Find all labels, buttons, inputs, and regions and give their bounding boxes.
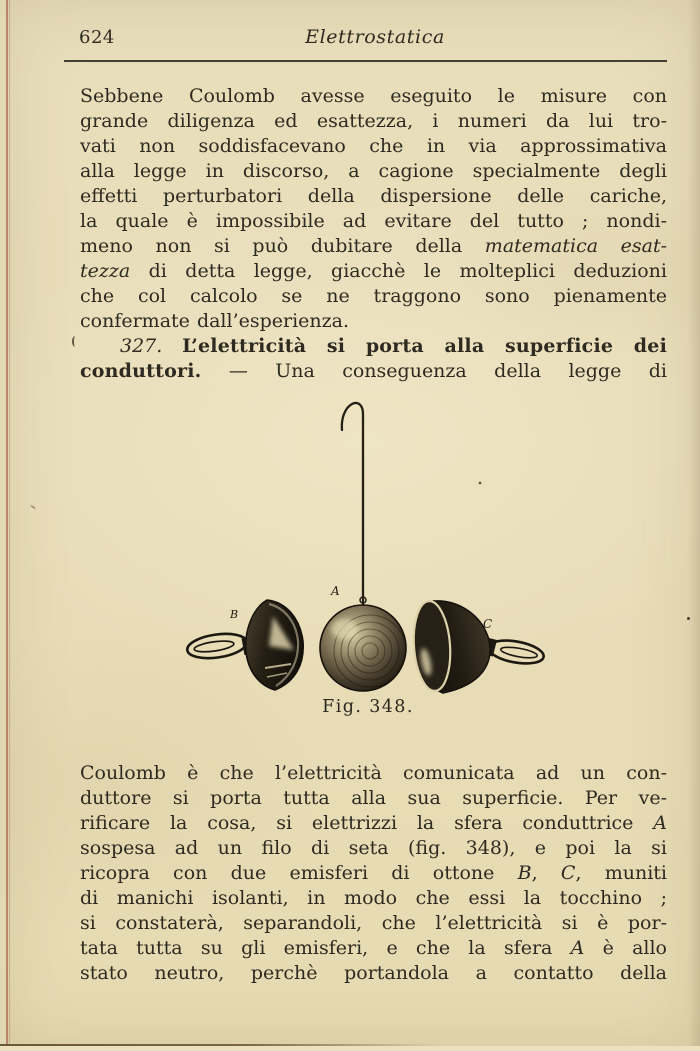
label-sphere-a: A (331, 584, 340, 598)
figure-caption: Fig. 348. (322, 697, 414, 717)
scan-left-edge-line (6, 0, 8, 1051)
text-line: ricopra con due emisferi di ottone B, C, muniti (80, 862, 667, 884)
text-line: 327. L’elettricità si porta alla superficie dei (120, 335, 667, 357)
text-line: la quale è impossibile ad evitare del tutto ; nondi- (80, 210, 667, 232)
text-line: effetti perturbatori della dispersione delle cariche, (80, 185, 667, 207)
text-line: rificare la cosa, si elettrizzi la sfera conduttrice A (80, 812, 667, 834)
label-hemisphere-b: B (230, 608, 239, 621)
text-line: grande diligenza ed esattezza, i numeri da lui tro- (80, 110, 667, 132)
text-line: sospesa ad un filo di seta (fig. 348), e poi la si (80, 837, 667, 859)
text-line: vati non soddisfacevano che in via approssimativa (80, 135, 667, 157)
text-line: si constaterà, separandoli, che l’elettricità si è por- (80, 912, 667, 934)
text-line: stato neutro, perchè portandola a contatto della (80, 962, 667, 984)
label-hemisphere-c: C (483, 617, 493, 631)
text-line: meno non si può dubitare della matematica esat- (80, 235, 667, 257)
paragraph-section-327 (80, 334, 667, 384)
ink-speck (687, 617, 690, 620)
ink-mark (72, 336, 78, 347)
figure-348-svg (165, 398, 550, 698)
suspension-wire (342, 403, 366, 604)
hemisphere-b (186, 600, 304, 690)
running-title: Elettrostatica (305, 26, 445, 48)
text-line: Sebbene Coulomb avesse eseguito le misure con (80, 85, 667, 107)
scan-left-edge-line-faint (9, 0, 10, 1051)
figure-348-engraving (165, 398, 550, 698)
ink-speck (30, 504, 36, 509)
text-line: di manichi isolanti, in modo che essi la tocchino ; (80, 887, 667, 909)
ink-speck (479, 482, 482, 485)
hemisphere-c (411, 600, 545, 693)
text-line: Coulomb è che l’elettricità comunicata ad un con- (80, 762, 667, 784)
text-line: conduttori. — Una conseguenza della legge di (80, 360, 667, 382)
text-line: tata tutta su gli emisferi, e che la sfera A è allo (80, 937, 668, 959)
paragraph-coulomb-measures (80, 84, 667, 334)
text-line: che col calcolo se ne traggono sono pienamente (80, 285, 667, 307)
text-line: duttore si porta tutta alla sua superficie. Per ve- (80, 787, 667, 809)
text-line: alla legge in discorso, a cagione specialmente degli (80, 160, 667, 182)
header-rule (64, 60, 667, 62)
page-number: 624 (79, 27, 115, 48)
sphere-a (320, 605, 406, 691)
scan-bottom-strip (0, 1046, 700, 1051)
paragraph-experiment (80, 761, 667, 986)
text-line: confermate dall’esperienza. (80, 310, 350, 332)
text-line: tezza di detta legge, giacchè le molteplici deduzioni (80, 260, 667, 282)
scan-right-vignette (688, 0, 700, 1051)
